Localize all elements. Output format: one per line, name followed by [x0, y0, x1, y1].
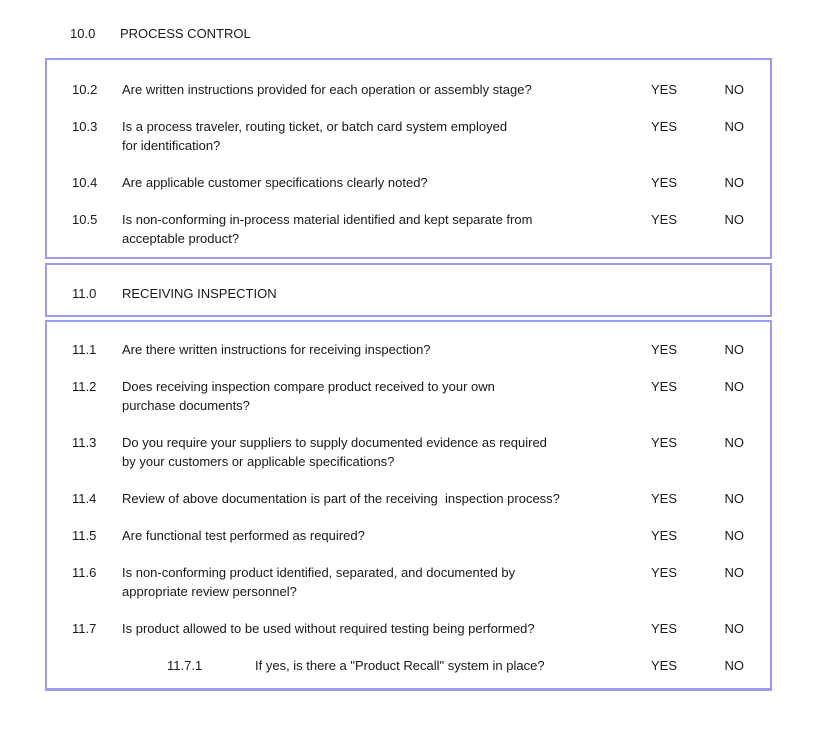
question-row-10.4	[47, 173, 770, 192]
yes-option-11.7.1[interactable]: YES	[650, 658, 677, 673]
question-text	[122, 117, 628, 155]
yes-option-11.2[interactable]: YES	[650, 379, 677, 394]
question-number: 11.5	[72, 528, 97, 543]
yes-option-10.2[interactable]: YES	[650, 82, 677, 97]
question-text	[122, 433, 628, 471]
yes-option-10.5[interactable]: YES	[650, 212, 677, 227]
question-text	[255, 656, 628, 675]
question-number: 11.7	[72, 621, 97, 636]
question-number: 10.5	[72, 212, 98, 227]
no-option-10.5[interactable]: NO	[724, 212, 744, 227]
question-text	[122, 173, 628, 192]
question-number: 10.4	[72, 175, 98, 190]
no-option-11.2[interactable]: NO	[724, 379, 744, 394]
no-option-11.6[interactable]: NO	[724, 565, 744, 580]
question-row-11.3	[47, 433, 770, 471]
question-row-11.7	[47, 619, 770, 638]
section-title: RECEIVING INSPECTION	[122, 286, 277, 301]
question-row-10.5	[47, 210, 770, 248]
question-number: 10.3	[72, 119, 98, 134]
question-row-11.7.1	[47, 656, 770, 675]
question-text-line: Is product allowed to be used without required testing being performed?	[122, 621, 535, 636]
yes-option-11.7[interactable]: YES	[650, 621, 677, 636]
question-text-line: Are functional test performed as required?	[122, 528, 365, 543]
question-row-11.4	[47, 489, 770, 508]
yes-option-11.1[interactable]: YES	[650, 342, 677, 357]
question-text-line: for identification?	[122, 138, 221, 153]
question-number: 11.4	[72, 491, 97, 506]
no-option-11.7[interactable]: NO	[724, 621, 744, 636]
question-number: 10.2	[72, 82, 98, 97]
question-text	[122, 619, 628, 638]
question-text-line: Do you require your suppliers to supply documented evidence as required	[122, 435, 547, 450]
question-row-10.2	[47, 80, 770, 99]
question-text	[122, 340, 628, 359]
question-number: 11.6	[72, 565, 97, 580]
section-header-process-control	[70, 24, 819, 43]
question-text-line: Is non-conforming in-process material identified and kept separate from	[122, 212, 533, 227]
question-row-11.2	[47, 377, 770, 415]
question-text-line: appropriate review personnel?	[122, 584, 297, 599]
yes-option-11.5[interactable]: YES	[650, 528, 677, 543]
section-number: 11.0	[72, 286, 97, 301]
question-text-line: Are written instructions provided for each operation or assembly stage?	[122, 82, 532, 97]
question-text	[122, 80, 628, 99]
yes-option-10.4[interactable]: YES	[650, 175, 677, 190]
question-number: 11.3	[72, 435, 97, 450]
no-option-11.4[interactable]: NO	[724, 491, 744, 506]
question-number: 11.7.1	[167, 658, 203, 673]
question-text-line: Is non-conforming product identified, separated, and documented by	[122, 565, 516, 580]
no-option-10.4[interactable]: NO	[724, 175, 744, 190]
receiving-inspection-header-box	[45, 263, 772, 317]
no-option-11.7.1[interactable]: NO	[724, 658, 744, 673]
section-header-receiving-inspection	[72, 284, 770, 303]
no-option-11.3[interactable]: NO	[724, 435, 744, 450]
question-text-line: Does receiving inspection compare product received to your own	[122, 379, 495, 394]
question-text	[122, 489, 628, 508]
question-row-11.1	[47, 340, 770, 359]
section-title: PROCESS CONTROL	[120, 26, 251, 41]
question-text-line: If yes, is there a "Product Recall" system in place?	[255, 658, 545, 673]
receiving-inspection-questions-box	[45, 320, 772, 691]
question-text	[122, 526, 628, 545]
question-number: 11.1	[72, 342, 97, 357]
question-text	[122, 210, 628, 248]
question-row-11.5	[47, 526, 770, 545]
no-option-10.2[interactable]: NO	[724, 82, 744, 97]
process-control-questions-box	[45, 58, 772, 259]
question-number: 11.2	[72, 379, 97, 394]
no-option-11.5[interactable]: NO	[724, 528, 744, 543]
yes-option-11.6[interactable]: YES	[650, 565, 677, 580]
question-text-line: acceptable product?	[122, 231, 240, 246]
question-text	[122, 563, 628, 601]
question-text	[122, 377, 628, 415]
question-row-11.6	[47, 563, 770, 601]
yes-option-11.3[interactable]: YES	[650, 435, 677, 450]
yes-option-11.4[interactable]: YES	[650, 491, 677, 506]
yes-option-10.3[interactable]: YES	[650, 119, 677, 134]
question-text-line: Is a process traveler, routing ticket, or batch card system employed	[122, 119, 508, 134]
question-text-line: by your customers or applicable specifications?	[122, 454, 395, 469]
question-row-10.3	[47, 117, 770, 155]
question-text-line: Review of above documentation is part of the receiving inspection process?	[122, 491, 560, 506]
question-text-line: Are there written instructions for receiving inspection?	[122, 342, 431, 357]
no-option-11.1[interactable]: NO	[724, 342, 744, 357]
question-text-line: purchase documents?	[122, 398, 250, 413]
question-text-line: Are applicable customer specifications clearly noted?	[122, 175, 428, 190]
section-number: 10.0	[70, 26, 96, 41]
no-option-10.3[interactable]: NO	[724, 119, 744, 134]
